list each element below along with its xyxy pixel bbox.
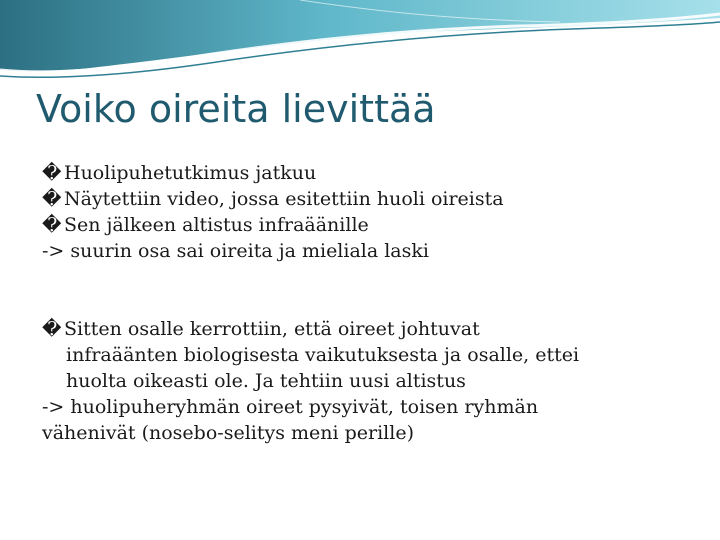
result-line: -> suurin osa sai oireita ja mieliala laski bbox=[42, 240, 429, 262]
bullet-icon: � bbox=[42, 188, 62, 210]
bullet-item bbox=[42, 316, 692, 342]
slide-content bbox=[42, 160, 692, 446]
bullet-item bbox=[42, 160, 692, 186]
bullet-text: Huolipuhetutkimus jatkuu bbox=[64, 162, 317, 184]
result-line-continuation: vähenivät (nosebo-selitys meni perille) bbox=[42, 422, 414, 444]
bullet-icon: � bbox=[42, 162, 62, 184]
bullet-item bbox=[42, 186, 692, 212]
bullet-text: Sitten osalle kerrottiin, että oireet johtuvat bbox=[64, 318, 480, 340]
slide-title: Voiko oireita lievittää bbox=[36, 87, 436, 131]
bullet-item bbox=[42, 212, 692, 238]
paragraph-spacer bbox=[42, 264, 692, 316]
bullet-text: Näytettiin video, jossa esitettiin huoli oireista bbox=[64, 188, 504, 210]
bullet-continuation: huolta oikeasti ole. Ja tehtiin uusi altistus bbox=[66, 370, 466, 392]
bullet-icon: � bbox=[42, 214, 62, 236]
bullet-text: Sen jälkeen altistus infraäänille bbox=[64, 214, 369, 236]
bullet-icon: � bbox=[42, 318, 62, 340]
header-wave-decoration bbox=[0, 0, 720, 90]
bullet-continuation: infraäänten biologisesta vaikutuksesta ja osalle, ettei bbox=[66, 344, 580, 366]
result-line: -> huolipuheryhmän oireet pysyivät, toisen ryhmän bbox=[42, 396, 539, 418]
